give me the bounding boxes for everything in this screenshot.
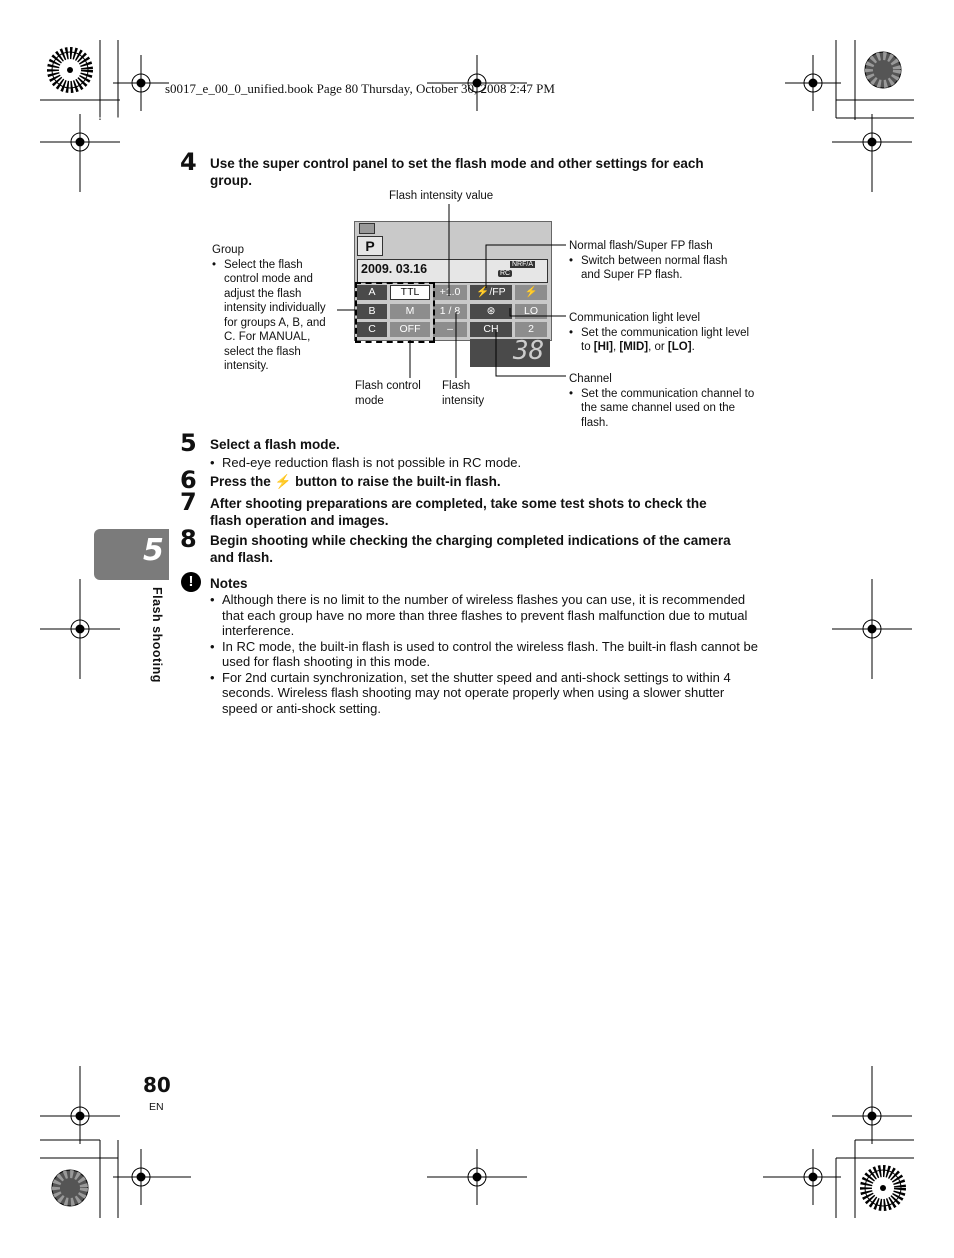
callout-fi-line: Flash (442, 380, 471, 392)
step-6-before: Press the (210, 474, 275, 489)
note-line: speed or anti-shock setting. (222, 700, 381, 716)
step-7-line2: flash operation and images. (210, 512, 389, 528)
callout-group-line: intensity individually (224, 302, 326, 314)
page-number: 80 (143, 1073, 171, 1097)
callout-nf-line: • Switch between normal flash (581, 254, 728, 267)
step-4-line1: Use the super control panel to set the flash mode and other settings for each (210, 156, 704, 171)
note-line: interference. (222, 623, 295, 638)
page-language: EN (149, 1101, 164, 1113)
callout-group (212, 243, 326, 374)
chapter-number: 5 (143, 533, 164, 568)
callout-flash-intensity (442, 379, 484, 408)
callout-fi-line: intensity (442, 394, 485, 407)
callout-comm-title: Communication light level (569, 312, 701, 324)
callout-comm-level (569, 311, 749, 355)
channel-value: 2 (515, 322, 547, 337)
flash-icon: ⚡ (274, 474, 292, 489)
callout-group-title: Group (212, 244, 244, 256)
step-8-line1: Begin shooting while checking the charging completed indications of the camera (210, 533, 731, 548)
group-a-intensity: +1.0 (433, 285, 467, 300)
callout-comm-desc (569, 326, 749, 355)
callout-normal-flash-desc (569, 254, 727, 283)
callout-group-line: for groups A, B, and (224, 316, 326, 329)
step-4-line2: group. (210, 172, 252, 188)
callout-ch-line: the same channel used on the (581, 402, 736, 414)
group-a-mode: TTL (390, 285, 430, 300)
callout-group-line: C. For MANUAL, (224, 331, 311, 343)
callout-channel (569, 372, 754, 430)
notes-list (210, 592, 780, 716)
panel-badge-nrf: NRF/A (512, 261, 533, 268)
step-7-text (210, 496, 707, 529)
callout-ch-line: flash. (581, 416, 609, 429)
callout-flash-control-mode (355, 379, 421, 408)
group-a-fp: ⚡/FP (470, 285, 512, 300)
note-item (210, 670, 780, 717)
step-7-number: 7 (180, 488, 197, 516)
callout-nf-line: and Super FP flash. (581, 269, 683, 281)
step-5-bullet: • Red-eye reduction flash is not possible in RC mode. (210, 455, 954, 471)
note-line: • In RC mode, the built-in flash is used to control the wireless flash. The built-in flash cannot be (222, 638, 758, 654)
comm-sep: , (612, 341, 620, 353)
panel-badge-rc: RC (500, 270, 511, 277)
note-line: used for flash shooting in this mode. (222, 654, 431, 669)
group-b-comm-icon: ⊛ (470, 304, 512, 319)
step-6-number: 6 (180, 466, 197, 494)
callout-fcm-line: Flash control (355, 380, 421, 392)
callout-group-desc (212, 258, 326, 374)
note-line: • Although there is no limit to the number of wireless flashes you can use, it is recommended (222, 592, 746, 607)
step-8-line2: and flash. (210, 549, 274, 565)
callout-normal-flash (569, 239, 727, 283)
panel-date: 2009. 03.16 (361, 262, 428, 276)
callout-fcm-line: mode (355, 394, 384, 407)
book-header: s0017_e_00_0_unified.book Page 80 Thursday, October 30, 2008 2:47 PM (165, 81, 555, 96)
step-5-text: Select a flash mode. (210, 437, 340, 452)
group-c-intensity: – (433, 322, 467, 337)
callout-group-line: • Select the flash (224, 258, 303, 271)
comm-hi: [HI] (593, 341, 613, 353)
channel-label: CH (470, 322, 512, 337)
note-line: seconds. Wireless flash shooting may not operate properly when using a slower shutter (222, 685, 725, 700)
callout-group-line: intensity. (224, 360, 269, 372)
callout-normal-flash-title: Normal flash/Super FP flash (569, 240, 713, 252)
group-a-flash-icon: ⚡ (515, 285, 547, 300)
callout-group-line: select the flash (224, 345, 301, 358)
callout-channel-title: Channel (569, 373, 612, 385)
step-6-after: button to raise the built-in flash. (291, 474, 501, 489)
chapter-label: Flash shooting (150, 587, 164, 683)
panel-mode: P (357, 236, 383, 256)
shots-remaining: 38 (513, 336, 545, 366)
note-line: • For 2nd curtain synchronization, set the shutter speed and anti-shock settings to within 4 (222, 669, 731, 685)
comm-lo: [LO] (667, 341, 692, 353)
callout-group-line: control mode and (224, 273, 313, 285)
step-7-line1: After shooting preparations are completed, take some test shots to check the (210, 496, 707, 511)
step-5-number: 5 (180, 429, 197, 457)
step-4-number: 4 (180, 148, 197, 176)
step-8-number: 8 (180, 525, 197, 553)
group-c-mode: OFF (390, 322, 430, 337)
callout-ch-line: • Set the communication channel to (581, 387, 755, 400)
callout-comm-line2 (581, 340, 749, 355)
group-b-label: B (357, 304, 387, 319)
comm-mid: [MID] (619, 341, 649, 353)
group-c-label: C (357, 322, 387, 337)
callout-group-line: adjust the flash (224, 287, 302, 300)
group-b-intensity: 1 / 8 (433, 304, 467, 319)
callout-channel-desc (569, 387, 754, 431)
group-a-label: A (357, 285, 387, 300)
group-b-mode: M (390, 304, 430, 319)
step-8-text (210, 533, 731, 566)
step-6-text (210, 474, 501, 491)
callout-flash-intensity-value: Flash intensity value (389, 190, 494, 202)
note-item (210, 592, 780, 639)
caution-icon: ! (181, 572, 201, 592)
note-line: that each group have no more than three flashes to prevent flash malfunction due to mutual (222, 607, 748, 623)
comm-end: . (691, 341, 695, 353)
comm-to: to (581, 341, 594, 353)
comm-sep: , or (648, 341, 668, 353)
notes-title: Notes (210, 576, 248, 591)
comm-level: LO (515, 304, 547, 319)
note-item (210, 639, 780, 670)
callout-comm-line: • Set the communication light level (581, 326, 750, 339)
